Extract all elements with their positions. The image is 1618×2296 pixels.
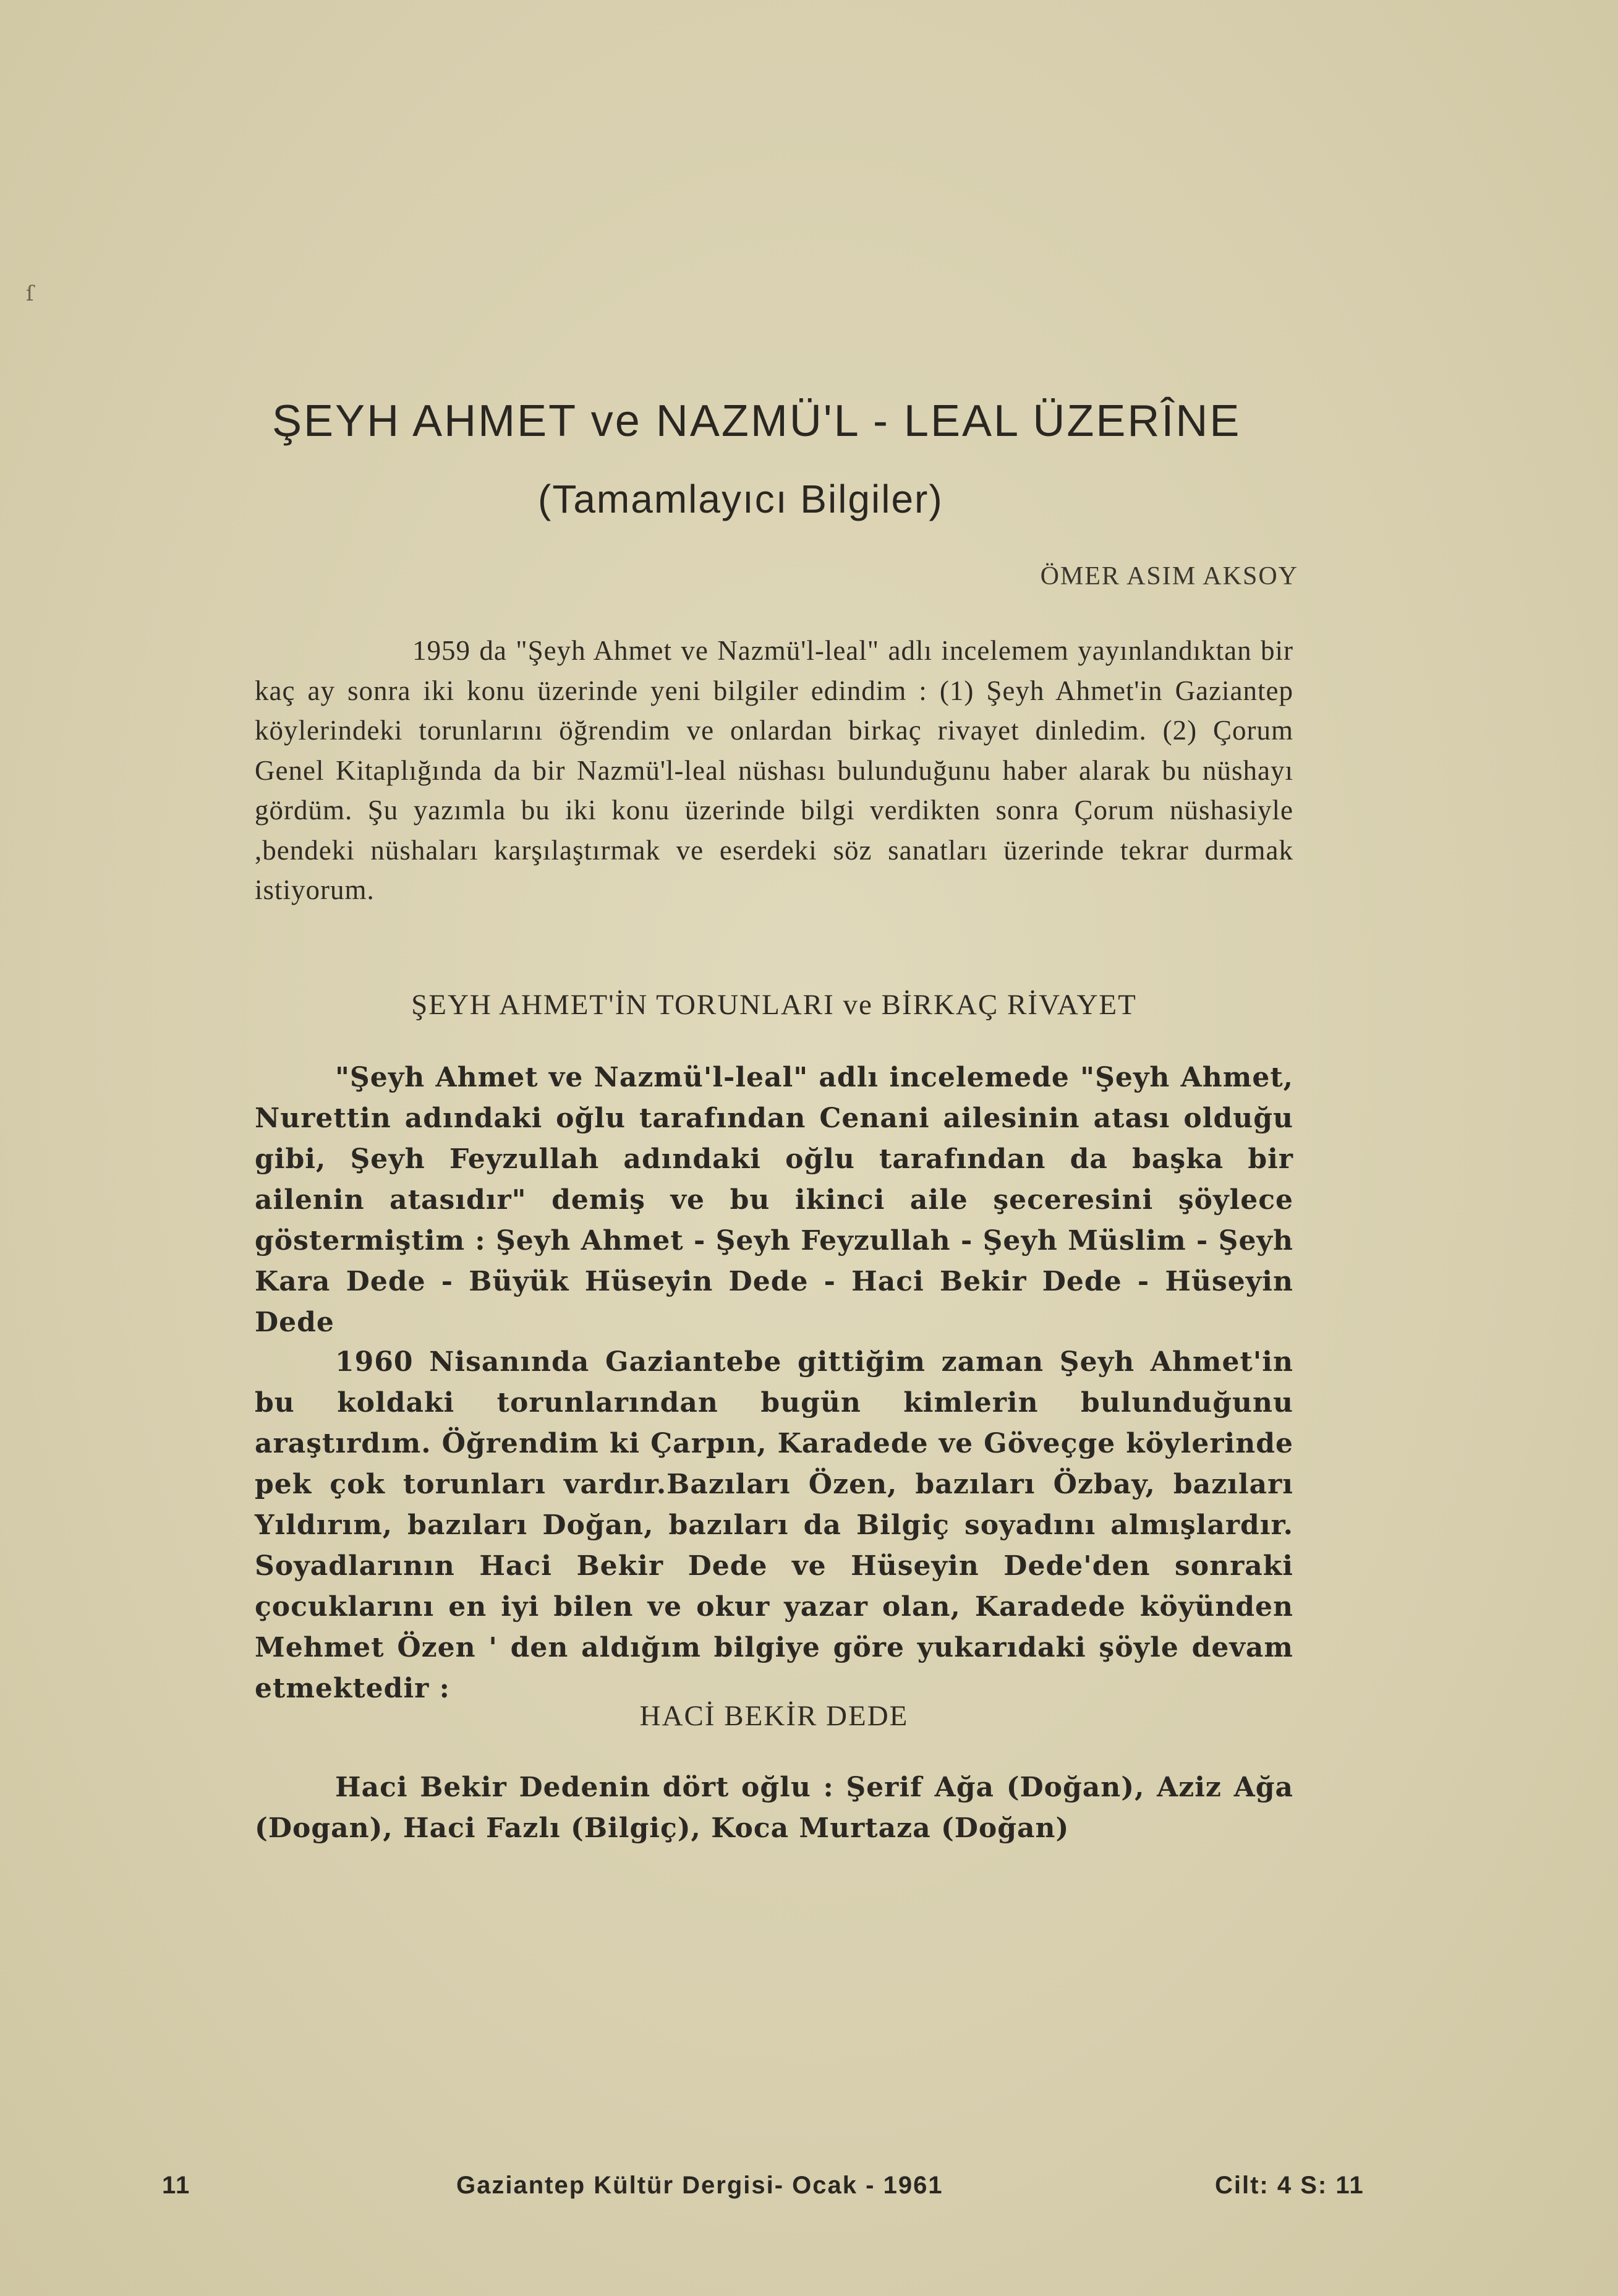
section-heading-haci-bekir: HACİ BEKİR DEDE bbox=[639, 1700, 909, 1732]
volume-issue: Cilt: 4 S: 11 bbox=[1215, 2172, 1365, 2199]
author-name: ÖMER ASIM AKSOY bbox=[1040, 562, 1298, 591]
journal-name: Gaziantep Kültür Dergisi- Ocak - 1961 bbox=[456, 2172, 943, 2199]
section1-paragraph-2: 1960 Nisanında Gaziantebe gittiğim zaman Şeyh Ahmet'in bu koldaki torunlarından bugün kimlerin bulunduğunu araştırdım. Öğrendim ki Çarpın, Karadede ve Göveçge köylerinde pek çok torunları vardır.Bazıları Özen, bazıları Özbay, bazıları Yıldırım, bazıları Doğan, bazıları da Bilgiç soyadını almışlardır. Soyadlarının Haci Bekir Dede ve Hüseyin Dede'den sonraki çocuklarını en iyi bilen ve okur yazar olan, Karadede köyünden Mehmet Özen ' den aldığım bilgiye göre yukarıdaki şöyle devam etmektedir : bbox=[255, 1346, 1293, 1704]
article-title: ŞEYH AHMET ve NAZMÜ'L - LEAL ÜZERÎNE bbox=[272, 396, 1241, 446]
margin-mark: ſ bbox=[26, 281, 34, 306]
section-heading-torunlari: ŞEYH AHMET'İN TORUNLARI ve BİRKAÇ RİVAYET bbox=[411, 989, 1137, 1021]
section2-paragraph-1: Haci Bekir Dedenin dört oğlu : Şerif Ağa (Doğan), Aziz Ağa (Dogan), Haci Fazlı (Bilgiç), Koca Murtaza (Doğan) bbox=[255, 1772, 1293, 1844]
section1-paragraph-1: "Şeyh Ahmet ve Nazmü'l-leal" adlı incelemede "Şeyh Ahmet, Nurettin adındaki oğlu tarafından Cenani ailesinin atası olduğu gibi, Şeyh Feyzullah adındaki oğlu tarafından da başka bir ailenin atasıdır" demiş ve bu ikinci aile şeceresini şöylece göstermiştim : Şeyh Ahmet - Şeyh Feyzullah - Şeyh Müslim - Şeyh Kara Dede - Büyük Hüseyin Dede - Haci Bekir Dede - Hüseyin Dede bbox=[255, 1062, 1293, 1338]
page-number: 11 bbox=[162, 2172, 191, 2199]
article-subtitle: (Tamamlayıcı Bilgiler) bbox=[538, 477, 943, 521]
intro-paragraph: 1959 da "Şeyh Ahmet ve Nazmü'l-leal" adlı incelemem yayınlandıktan bir kaç ay sonra iki konu üzerinde yeni bilgiler edindim : (1) Şeyh Ahmet'in Gaziantep köylerindeki torunlarını öğrendim ve onlardan birkaç rivayet dinledim. (2) Çorum Genel Kitaplığında da bir Nazmü'l-leal nüshası bulunduğunu haber alarak bu nüshayı gördüm. Şu yazımla bu iki konu üzerinde bilgi verdikten sonra Çorum nüshasiyle ,bendeki nüshaları karşılaştırmak ve eserdeki söz sanatları üzerinde tekrar durmak istiyorum. bbox=[255, 635, 1293, 905]
